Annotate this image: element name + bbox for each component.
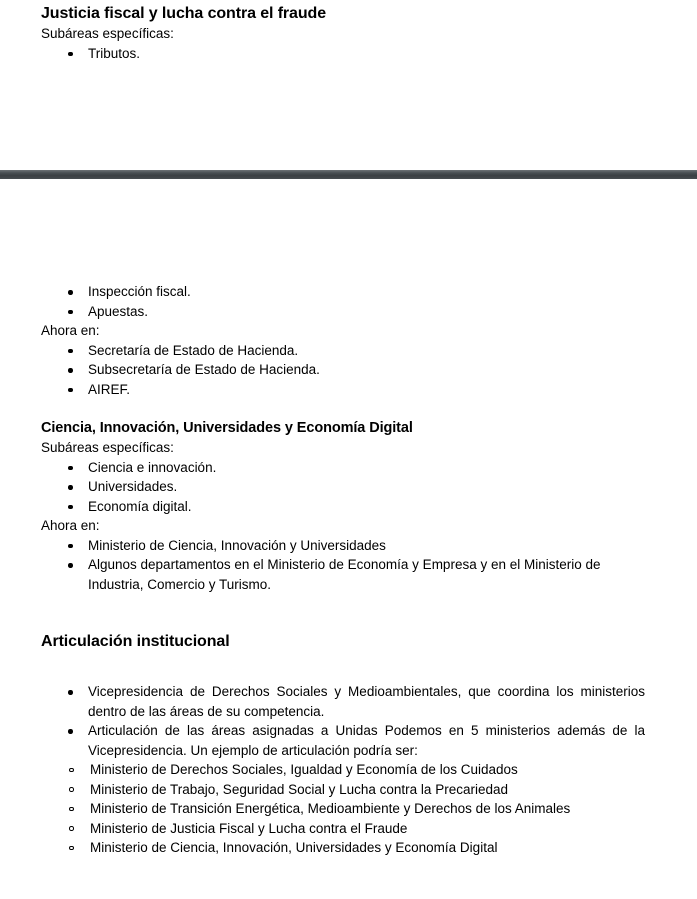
list-ahora-en-ciencia	[41, 536, 645, 595]
list-item: Subsecretaría de Estado de Hacienda.	[41, 360, 645, 380]
list-item: Secretaría de Estado de Hacienda.	[41, 341, 645, 361]
list-item: Ministerio de Derechos Sociales, Igualdad y Economía de los Cuidados	[41, 760, 645, 780]
list-subareas-ciencia	[41, 458, 645, 517]
articulacion-content	[0, 682, 697, 858]
list-articulacion-ministerios	[41, 760, 645, 858]
list-item: Economía digital.	[41, 497, 645, 517]
list-item: AIREF.	[41, 380, 645, 400]
list-item: Ministerio de Transición Energética, Medioambiente y Derechos de los Animales	[41, 799, 645, 819]
list-subareas-justicia-top	[41, 44, 645, 64]
heading-ciencia-innovacion: Ciencia, Innovación, Universidades y Economía Digital	[41, 420, 413, 436]
list-item: Ministerio de Ciencia, Innovación, Universidades y Economía Digital	[41, 838, 645, 858]
list-item: Algunos departamentos en el Ministerio de Economía y Empresa y en el Ministerio de Industria, Comercio y Turismo.	[41, 555, 645, 594]
list-item: Universidades.	[41, 477, 645, 497]
list-item: Ciencia e innovación.	[41, 458, 645, 478]
list-item: Vicepresidencia de Derechos Sociales y Medioambientales, que coordina los ministerios dentro de las áreas de su competencia.	[41, 682, 645, 721]
section-articulacion-institucional	[0, 632, 697, 652]
list-item: Articulación de las áreas asignadas a Unidas Podemos en 5 ministerios además de la Vicepresidencia. Un ejemplo de articulación podría ser:	[41, 721, 645, 760]
list-item: Ministerio de Trabajo, Seguridad Social y Lucha contra la Precariedad	[41, 780, 645, 800]
label-ahora-en-justicia: Ahora en:	[41, 323, 100, 338]
list-subareas-justicia-cont	[41, 282, 645, 321]
label-subareas-justicia: Subáreas específicas:	[41, 26, 174, 41]
list-item: Ministerio de Ciencia, Innovación y Universidades	[41, 536, 645, 556]
label-ahora-en-ciencia: Ahora en:	[41, 518, 100, 533]
page-break-divider	[0, 170, 697, 179]
section-justicia-fiscal-top	[0, 4, 697, 63]
section-justicia-fiscal-continued	[0, 282, 697, 399]
list-item: Inspección fiscal.	[41, 282, 645, 302]
list-ahora-en-justicia	[41, 341, 645, 400]
list-articulacion-bullets	[41, 682, 645, 760]
list-item: Ministerio de Justicia Fiscal y Lucha contra el Fraude	[41, 819, 645, 839]
list-item: Tributos.	[41, 44, 645, 64]
heading-justicia-fiscal: Justicia fiscal y lucha contra el fraude	[41, 5, 327, 22]
section-ciencia-innovacion	[0, 419, 697, 594]
label-subareas-ciencia: Subáreas específicas:	[41, 440, 174, 455]
heading-articulacion-institucional: Articulación institucional	[41, 633, 230, 650]
list-item: Apuestas.	[41, 302, 645, 322]
page-break-band	[0, 170, 697, 179]
